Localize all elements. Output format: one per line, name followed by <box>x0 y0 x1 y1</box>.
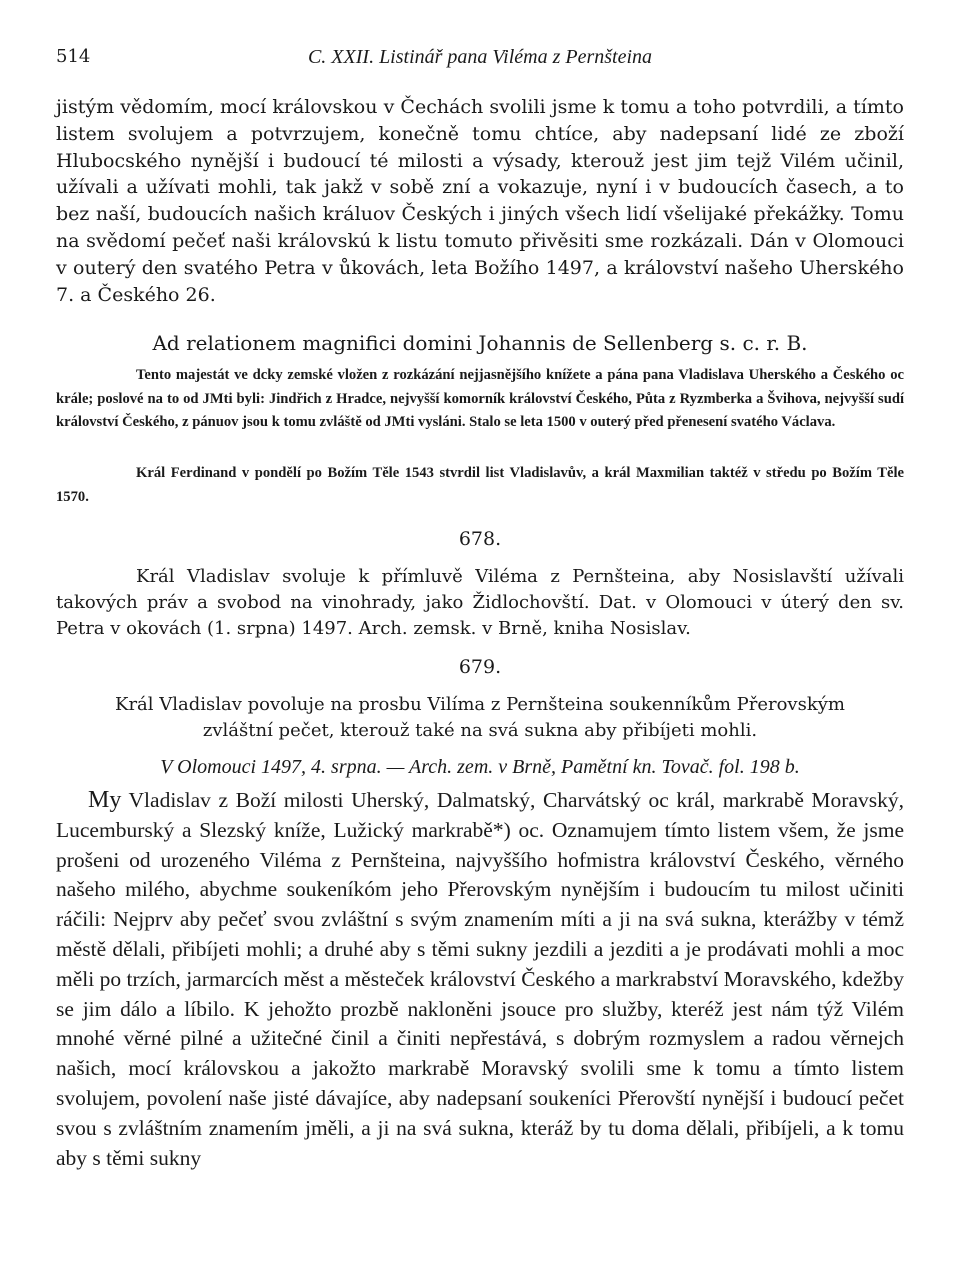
relation-line: Ad relationem magnifici domini Johannis de Sellenberg s. c. r. B. <box>152 331 808 355</box>
main-text-679 <box>56 786 904 1173</box>
page-number: 514 <box>56 46 91 67</box>
note-paragraph-2: Král Ferdinand v pondělí po Božím Těle 1543 stvrdil list Vladislavův, a král Maxmilian taktéž v středu po Božím Těle 1570. <box>56 465 904 505</box>
document-page <box>56 0 904 1280</box>
regest-678: Král Vladislav svoluje k přímluvě Viléma z Pernšteina, aby Nosislavští užívali takových práv a svobod na vinohrady, jako Židlochovští. Dat. v Olomouci v úterý den sv. Petra v okovách (1. srpna) 1497. Arch. zemsk. v Brně, kniha Nosislav. <box>56 566 904 639</box>
document-number-678: 678. <box>458 528 502 550</box>
continuation-paragraph: jistým vědomím, mocí královskou v Čechách svolili jsme k tomu a toho potvrdili, a tímto listem svolujem a potvrzujem, konečně tomu chtíce, aby nadepsaní lidé ze zboží Hlubocského nynější i budoucí té milosti a výsady, kterouž jest jim tejž Vilém učinil, užívali a užívati mohli, tak jakž v sobě zní a vokazuje, nyní i v budoucích časech, a to bez naší, budoucích našich králuov Českých i jiných všech lidí všelijaké překážky. Tomu na svědomí pečeť naši královskú k listu tomuto přivěsiti sme rozkázali. Dán v Olomouci v outerý den svatého Petra v ůkovách, leta Božího 1497, a království našeho Uherského 7. a Českého 26. <box>56 96 904 306</box>
regest-679: Král Vladislav povoluje na prosbu Vilíma z Pernšteina soukenníkům Přerovským zvláštní pečet, kterouž také na svá sukna aby přibíjeti mohli. <box>115 694 845 741</box>
main-text-body: Vladislav z Boží milosti Uherský, Dalmatský, Charvátský oc král, markrabě Moravský, Lucemburský a Slezský kníže, Lužický markrabě*) oc. Oznamujem tímto listem všem, že jsme prošeni od urozeného Viléma z Pernšteina, najvyššího hofmistra království Českého, věrného našeho milého, abychme soukeníkóm jeho Přerovským nynějším i budoucím tu milost učiniti ráčili: Nejprv aby pečeť svou zvláštní s svým znamením míti a ji na svá sukna, kterážby v témž městě dělali, přibíjeti mohli; a druhé aby s těmi sukny jezdili a jezditi a je prodávati mohli a moc měli po trzích, jarmarcích měst a městeček království Českého a markrabství Moravského, kdežby se jim dálo a líbilo. K jehožto prozbě nakloněni jsouce pro služby, kteréž jest nám týž Vilém mnohé věrné pilné a užitečné činil a činiti nepřestává, s dobrým rozmyslem a radou věrnejch našich, mocí královskou a jakožto markrabě Moravský svolili sme k tomu a tímto listem svolujem, povolení naše jisté dávajíce, aby nadepsaní soukeníci Přerovští nynější i budoucí pečet svou s zvláštním znamením jměli, a ji na svá sukna, kteráž by tu doma dělali, přibíjeli, a k tomu aby s těmi sukny <box>56 788 904 1170</box>
source-line-679: V Olomouci 1497, 4. srpna. — Arch. zem. v Brně, Pamětní kn. Tovač. fol. 198 b. <box>160 756 800 778</box>
note-paragraph-1: Tento majestát ve dcky zemské vložen z rozkázání nejjasnějšího knížete a pána pana Vladislava Uherského a Českého oc krále; poslové na to od JMti byli: Jindřich z Hradce, nejvyšší komorník království Českého, Půta z Ryzmberka a Švihova, nejvyšší sudí království Českého, z pánuov jsou k tomu zvláště od JMti vysláni. Stalo se leta 1500 v outerý před přenesení svatého Václava. <box>56 367 904 431</box>
document-number-679: 679. <box>458 656 502 678</box>
running-title: C. XXII. Listinář pana Viléma z Pernšteina <box>307 46 653 68</box>
page-header <box>56 46 904 74</box>
main-text-first-word: My <box>88 787 122 813</box>
